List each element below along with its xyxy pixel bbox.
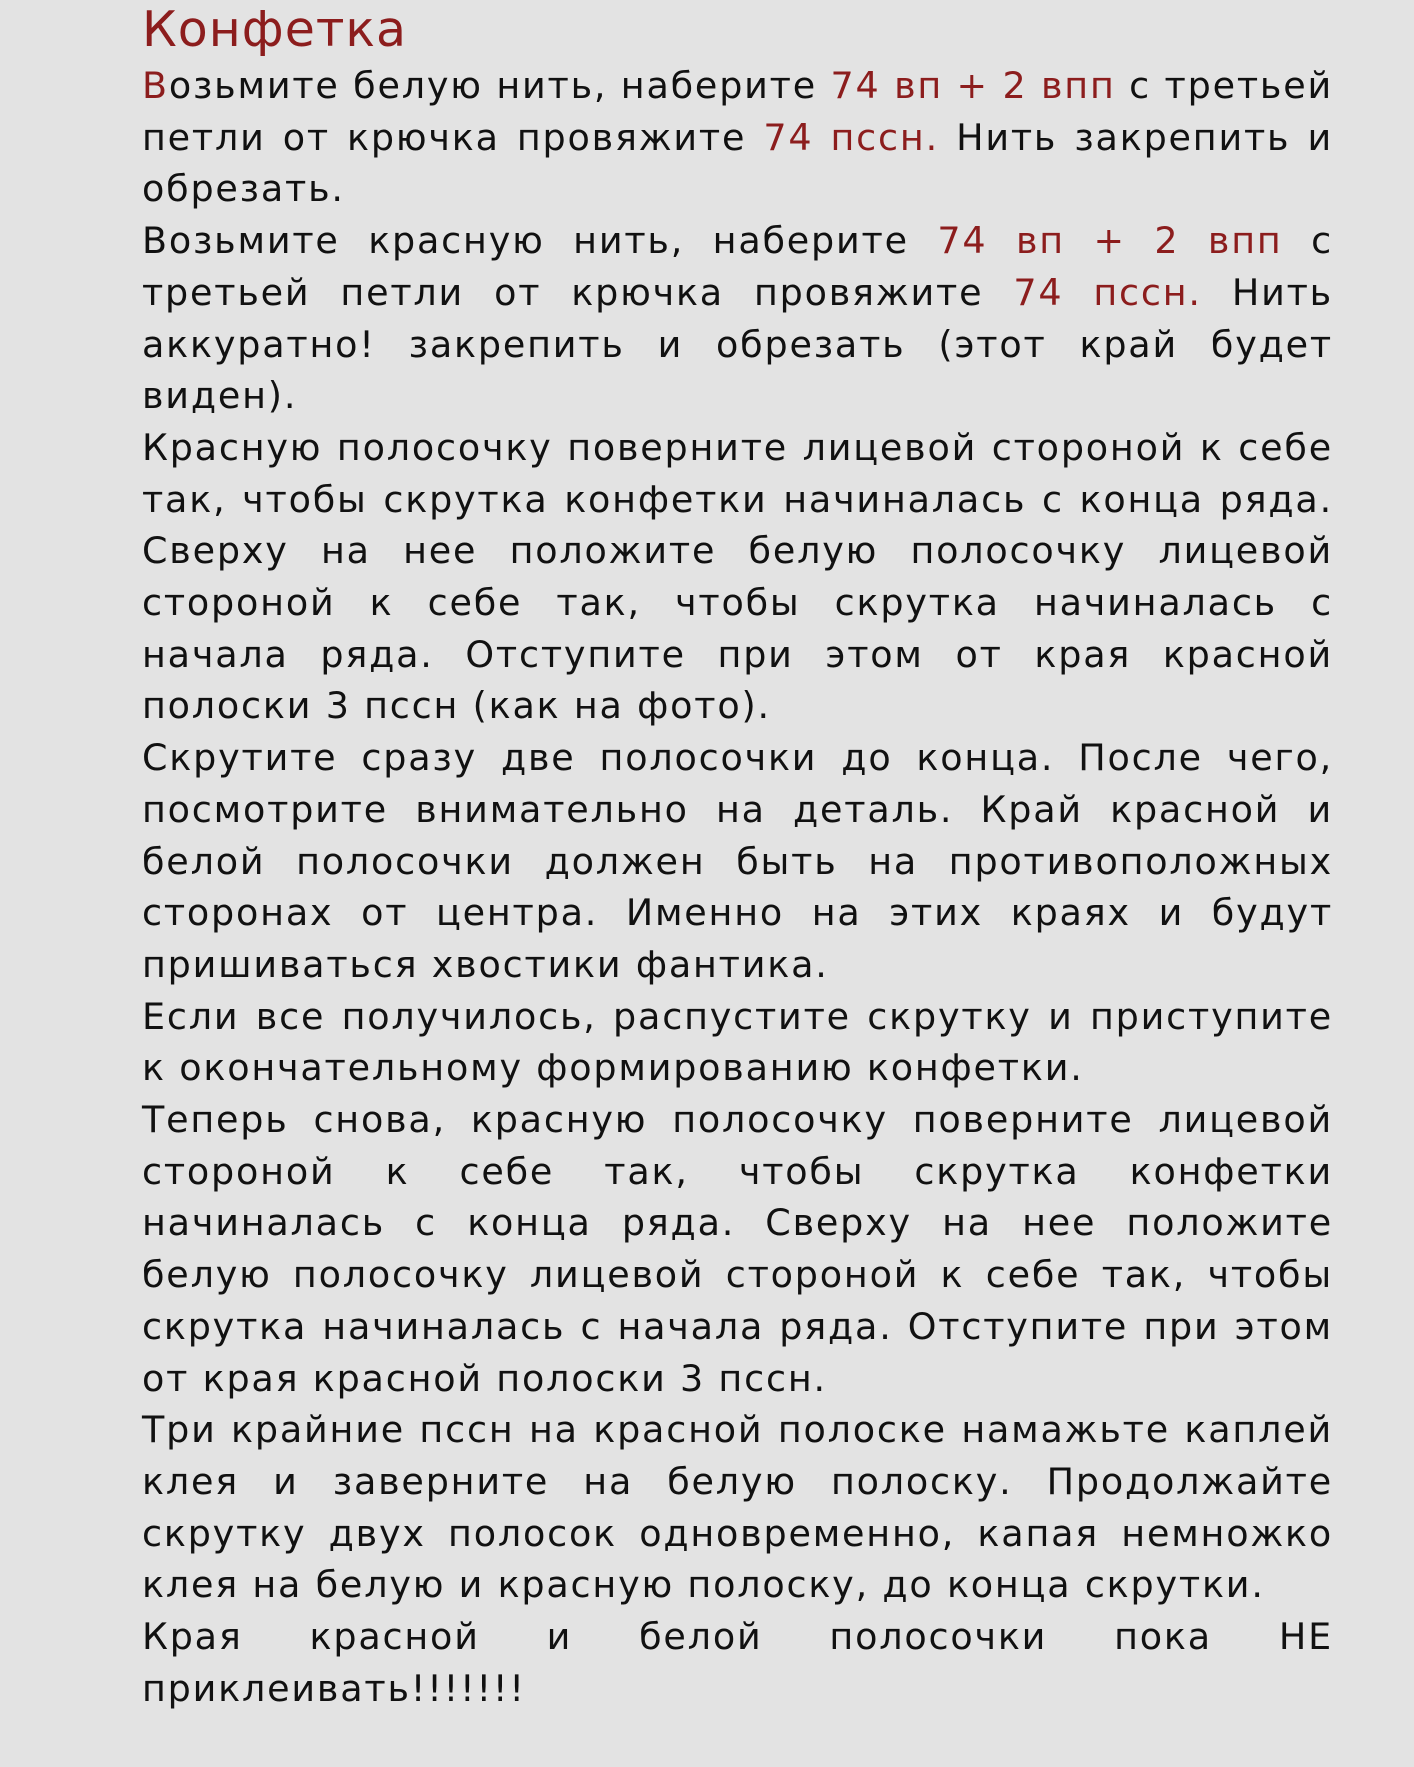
paragraph-text: озьмите белую нить, наберите <box>168 64 831 107</box>
paragraph-white-thread <box>142 60 1333 215</box>
stitch-count-highlight: 74 пссн. <box>1013 270 1202 314</box>
paragraph-warning: Края красной и белой полосочки пока НЕ приклеивать!!!!!!! <box>142 1615 1333 1710</box>
stitch-count-highlight: 74 пссн. <box>763 115 939 159</box>
stitch-count-highlight: 74 вп + 2 впп <box>937 219 1283 263</box>
paragraph-positioning: Красную полосочку поверните лицевой стороной к себе так, чтобы скрутка конфетки начиналась с конца ряда. Сверху на нее положите белую полосочку лицевой стороной к себе так, чтобы скрутка начиналась с начала ряда. Отступите при этом от края красной полоски 3 пссн (как на фото). <box>142 425 1333 728</box>
paragraph-unravel: Если все получилось, распустите скрутку и приступите к окончательному формированию конфетки. <box>142 994 1333 1090</box>
paragraph-text: с третьей петли от крючка провяжите <box>142 64 1333 159</box>
paragraph-text: Нить закрепить и обрезать. <box>142 115 1333 211</box>
paragraph-final-forming: Теперь снова, красную полосочку поверните лицевой стороной к себе так, чтобы скрутка конфетки начиналась с конца ряда. Сверху на нее положите белую полосочку лицевой стороной к себе так, чтобы скрутка начиналась с начала ряда. Отступите при этом от края красной полоски 3 пссн. <box>142 1098 1333 1400</box>
stitch-count-highlight: 74 вп + 2 впп <box>830 64 1116 107</box>
paragraph-text: Нить аккуратно! закрепить и обрезать (этот край будет виден). <box>142 270 1333 418</box>
drop-letter: В <box>142 64 169 107</box>
paragraph-red-thread <box>142 215 1333 422</box>
paragraph-text: с третьей петли от крючка провяжите <box>142 219 1333 314</box>
paragraph-glue: Три крайние пссн на красной полоске намажьте каплей клея и заверните на белую полоску. Продолжайте скрутку двух полосок одновременно, капая немножко клея на белую и красную полоску, до конца скрутки. <box>142 1408 1333 1607</box>
page-title: Конфетка <box>142 1 408 58</box>
paragraph-twist-check: Скрутите сразу две полосочки до конца. После чего, посмотрите внимательно на деталь. Край красной и белой полосочки должен быть на противоположных сторонах от центра. Именно на этих краях и будут пришиваться хвостики фантика. <box>142 736 1333 986</box>
paragraph-text: Возьмите красную нить, наберите <box>142 219 938 263</box>
